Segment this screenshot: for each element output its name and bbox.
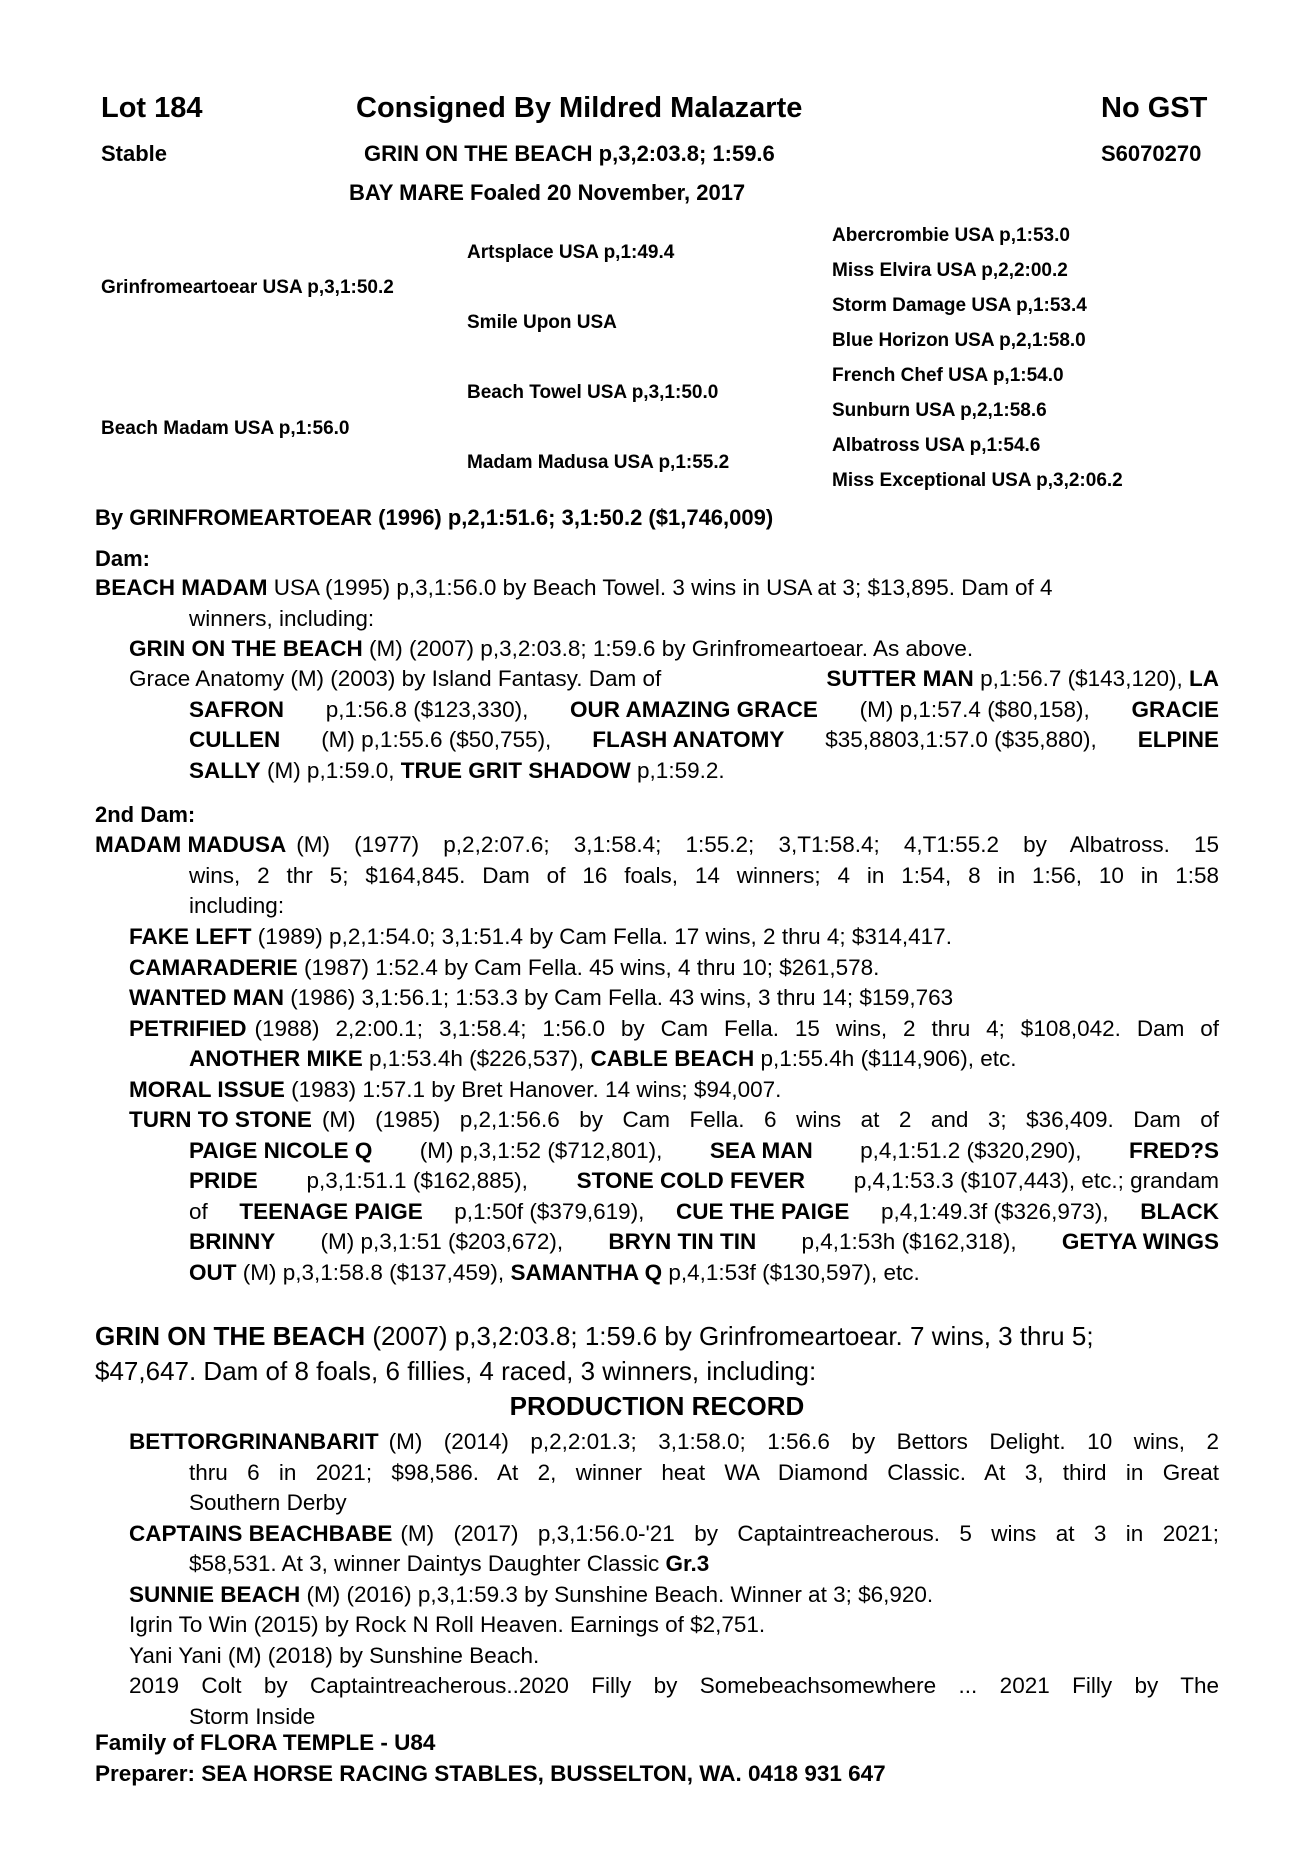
- production-heading: PRODUCTION RECORD: [509, 1391, 805, 1421]
- list-item: Igrin To Win (2015) by Rock N Roll Heaven. Earnings of $2,751.: [129, 1612, 766, 1637]
- family-line: Family of FLORA TEMPLE - U84: [95, 1730, 436, 1755]
- pedigree-gen3: Albatross USA p,1:54.6: [832, 435, 1041, 456]
- stable-label: Stable: [101, 141, 168, 166]
- pedigree-gen3: Storm Damage USA p,1:53.4: [832, 295, 1087, 316]
- dam-heading: Dam:: [95, 546, 151, 571]
- list-item: MORAL ISSUE (1983) 1:57.1 by Bret Hanover. 14 wins; $94,007.: [129, 1076, 782, 1102]
- dam-produce-2: Grace Anatomy (M) (2003) by Island Fantasy. Dam of SUTTER MAN p,1:56.7 ($143,120), LA SAFRON p,1:56.8 ($123,330), OUR AMAZING GRACE (M) p,1:57.4 ($80,158), GRACIE CULLEN (M) p,1:55.6 ($50,755), FLASH ANATOMY $35,8803,1:57.0 ($35,880), ELPINE SALLY (M) p,1:59.0, TRUE GRIT SHADOW p,1:59.2.: [129, 666, 1219, 783]
- pedigree-gen2: Madam Madusa USA p,1:55.2: [467, 452, 730, 473]
- consignor: Consigned By Mildred Malazarte: [356, 92, 803, 124]
- list-item: Yani Yani (M) (2018) by Sunshine Beach.: [129, 1642, 540, 1668]
- list-item: BETTORGRINANBARIT (M) (2014) p,2,2:01.3; 3,1:58.0; 1:56.6 by Bettors Delight. 10 wins, 2: [129, 1429, 1219, 1454]
- list-item: PETRIFIED (1988) 2,2:00.1; 3,1:58.4; 1:56.0 by Cam Fella. 15 wins, 2 thru 4; $108,042. Dam of: [129, 1015, 1219, 1041]
- lot-number: Lot 184: [101, 92, 203, 124]
- list-item: WANTED MAN (1986) 3,1:56.1; 1:53.3 by Cam Fella. 43 wins, 3 thru 14; $159,763: [129, 985, 954, 1010]
- pedigree-gen3: French Chef USA p,1:54.0: [832, 365, 1064, 386]
- second-dam-paragraph: MADAM MADUSA (M) (1977) p,2,2:07.6; 3,1:58.4; 1:55.2; 3,T1:58.4; 4,T1:55.2 by Albatross. 15 wins, 2 thr 5; $164,845. Dam of 16 foals, 14 winners; 4 in 1:54, 8 in 1:56, 10 in 1:58 including:: [95, 832, 1219, 918]
- catalogue-code: S6070270: [1101, 141, 1202, 166]
- pedigree-sire: Grinfromeartoear USA p,3,1:50.2: [101, 277, 394, 298]
- pedigree-gen2: Artsplace USA p,1:49.4: [467, 242, 675, 263]
- sire-summary: By GRINFROMEARTOEAR (1996) p,2,1:51.6; 3,1:50.2 ($1,746,009): [95, 505, 774, 530]
- pedigree-gen2: Smile Upon USA: [467, 312, 617, 333]
- gst-status: No GST: [1101, 92, 1208, 124]
- grin-summary: GRIN ON THE BEACH (2007) p,3,2:03.8; 1:59.6 by Grinfromeartoear. 7 wins, 3 thru 5; $47,647. Dam of 8 foals, 6 fillies, 4 raced, 3 winners, including:: [95, 1321, 1094, 1386]
- preparer-line: Preparer: SEA HORSE RACING STABLES, BUSSELTON, WA. 0418 931 647: [95, 1761, 886, 1786]
- pedigree-gen3: Abercrombie USA p,1:53.0: [832, 225, 1070, 246]
- dam-paragraph: BEACH MADAM USA (1995) p,3,1:56.0 by Beach Towel. 3 wins in USA at 3; $13,895. Dam of 4 winners, including:: [95, 575, 1053, 631]
- list-item: 2019 Colt by Captaintreacherous..2020 Filly by Somebeachsomewhere ... 2021 Filly by The: [129, 1673, 1219, 1698]
- list-item: FAKE LEFT (1989) p,2,1:54.0; 3,1:51.4 by Cam Fella. 17 wins, 2 thru 4; $314,417.: [129, 924, 952, 949]
- dam-produce-1: GRIN ON THE BEACH (M) (2007) p,3,2:03.8; 1:59.6 by Grinfromeartoear. As above.: [129, 636, 974, 661]
- second-dam-heading: 2nd Dam:: [95, 802, 196, 827]
- pedigree-gen3: Miss Exceptional USA p,3,2:06.2: [832, 470, 1123, 491]
- horse-title: GRIN ON THE BEACH p,3,2:03.8; 1:59.6: [364, 141, 775, 166]
- list-item: CAPTAINS BEACHBABE (M) (2017) p,3,1:56.0-'21 by Captaintreacherous. 5 wins at 3 in 2021;: [129, 1520, 1219, 1546]
- second-dam-produce-list: FAKE LEFT (1989) p,2,1:54.0; 3,1:51.4 by Cam Fella. 17 wins, 2 thru 4; $314,417. CAMARADERIE (1987) 1:52.4 by Cam Fella. 45 wins, 4 thru 10; $261,578. WANTED MAN (1986) 3,1:56.1; 1:53.3 by Cam Fella. 43 wins, 3 thru 14; $159,763 PETRIFIED (1988) 2,2:00.1; 3,1:58.4; 1:56.0 by Cam Fella. 15 wins, 2 thru 4; $108,042. Dam of ANOTHER MIKE p,1:53.4h ($226,537), CABLE BEACH p,1:55.4h ($114,906), etc. MORAL ISSUE (1983) 1:57.1 by Bret Hanover. 14 wins; $94,007. TURN TO STONE (M) (1985) p,2,1:56.6 by Cam Fella. 6 wins at 2 and 3; $36,409. Dam of PAIGE NICOLE Q (M) p,3,1:52 ($712,801), SEA MAN p,4,1:51.2 ($320,290), FRED?S PRIDE p,3,1:51.1 ($162,885), STONE COLD FEVER p,4,1:53.3 ($107,443), etc.; grandam of TEENAGE PAIGE p,1:50f ($379,619), CUE THE PAIGE p,4,1:49.3f ($326,973), BLACK BRINNY (M) p,3,1:51 ($203,672), BRYN TIN TIN p,4,1:53h ($162,318), GETYA WINGS OUT (M) p,3,1:58.8 ($137,459), SAMANTHA Q p,4,1:53f ($130,597), etc.: [129, 924, 1219, 1285]
- list-item: TURN TO STONE (M) (1985) p,2,1:56.6 by Cam Fella. 6 wins at 2 and 3; $36,409. Dam of: [129, 1107, 1219, 1132]
- pedigree-gen2: Beach Towel USA p,3,1:50.0: [467, 382, 719, 403]
- pedigree-gen3: Blue Horizon USA p,2,1:58.0: [832, 330, 1086, 351]
- pedigree-gen3: Miss Elvira USA p,2,2:00.2: [832, 260, 1068, 281]
- list-item: SUNNIE BEACH (M) (2016) p,3,1:59.3 by Sunshine Beach. Winner at 3; $6,920.: [129, 1581, 934, 1607]
- dam-name: BEACH MADAM: [95, 575, 268, 600]
- pedigree-dam: Beach Madam USA p,1:56.0: [101, 418, 350, 439]
- foaled-line: BAY MARE Foaled 20 November, 2017: [349, 180, 746, 205]
- list-item: CAMARADERIE (1987) 1:52.4 by Cam Fella. 45 wins, 4 thru 10; $261,578.: [129, 954, 880, 980]
- pedigree-gen3: Sunburn USA p,2,1:58.6: [832, 400, 1047, 421]
- production-list: BETTORGRINANBARIT (M) (2014) p,2,2:01.3; 3,1:58.0; 1:56.6 by Bettors Delight. 10 wins, 2 thru 6 in 2021; $98,586. At 2, winner heat WA Diamond Classic. At 3, third in Great Southern Derby CAPTAINS BEACHBABE (M) (2017) p,3,1:56.0-'21 by Captaintreacherous. 5 wins at 3 in 2021; $58,531. At 3, winner Daintys Daughter Classic Gr.3 SUNNIE BEACH (M) (2016) p,3,1:59.3 by Sunshine Beach. Winner at 3; $6,920. Igrin To Win (2015) by Rock N Roll Heaven. Earnings of $2,751. Yani Yani (M) (2018) by Sunshine Beach. 2019 Colt by Captaintreacherous..2020 Filly by Somebeachsomewhere ... 2021 Filly by The Storm Inside: [129, 1429, 1219, 1729]
